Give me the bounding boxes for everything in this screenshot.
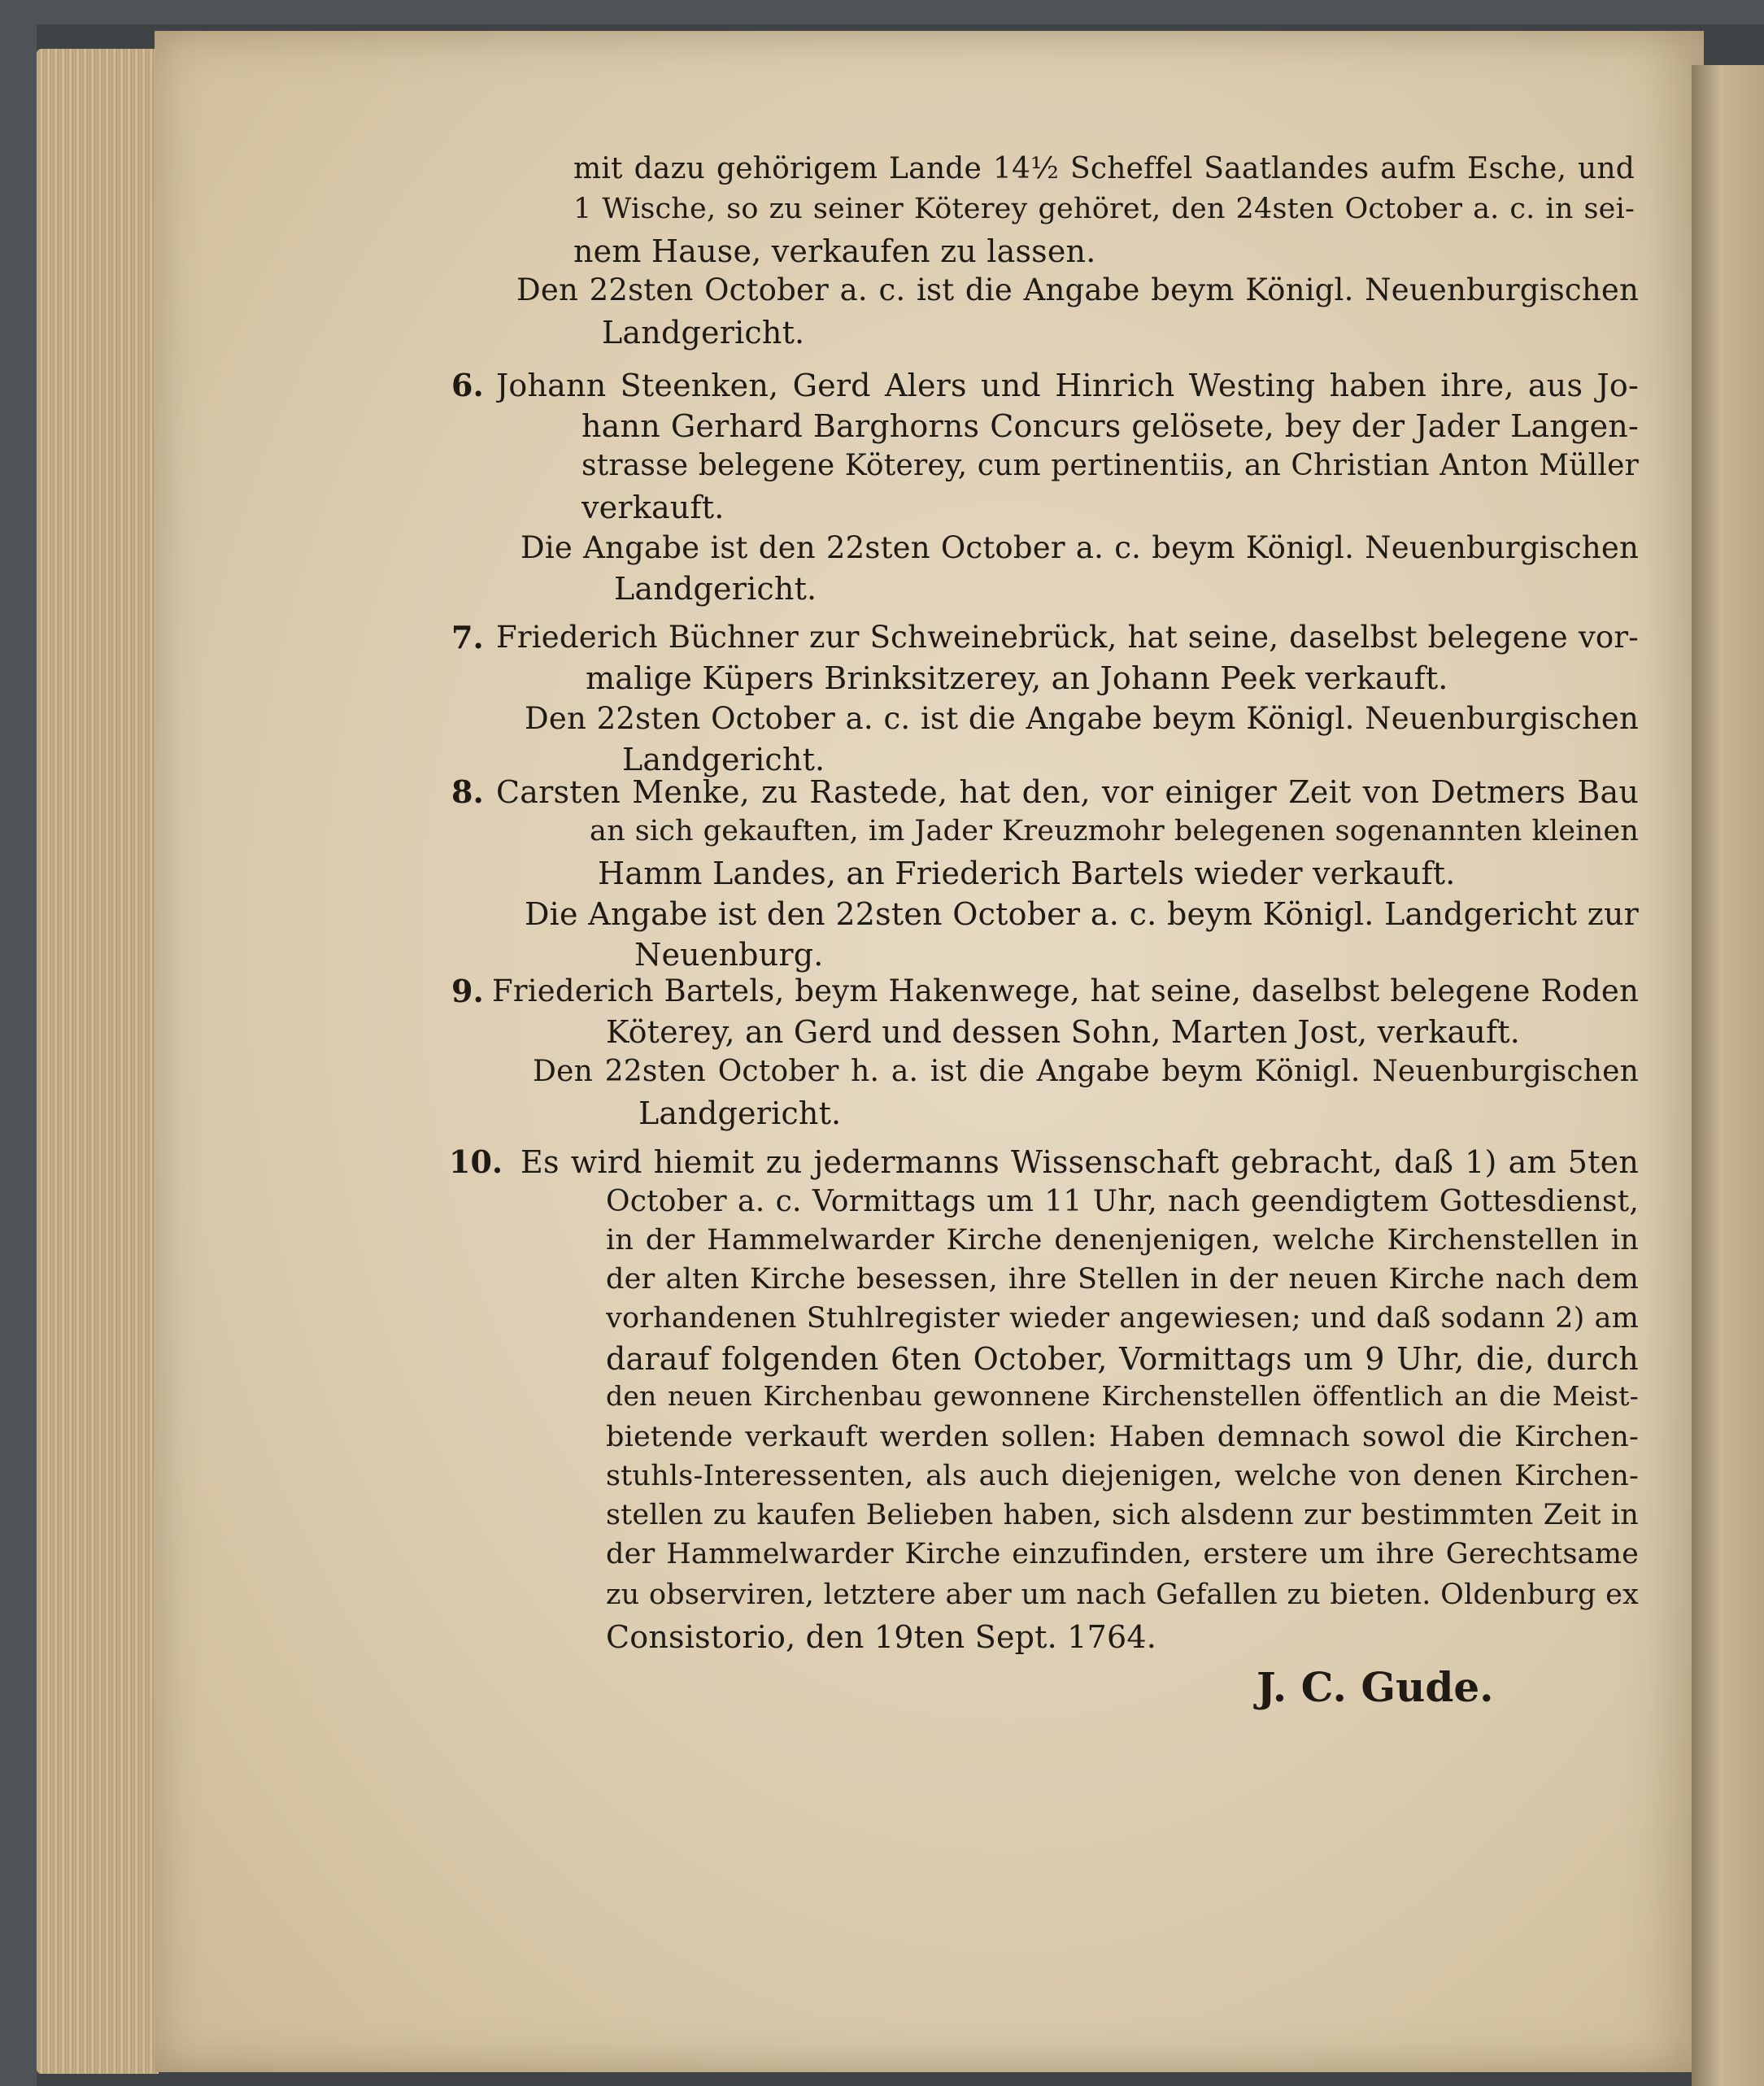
text-line: Den 22sten October a. c. ist die Angabe beym Königl. Neuenburgischen [516, 275, 1639, 307]
text-line: hann Gerhard Barghorns Concurs gelösete, bey der Jader Langen- [581, 411, 1639, 444]
text-line: Johann Steenken, Gerd Alers und Hinrich Westing haben ihre, aus Jo- [496, 370, 1639, 403]
text-line: zu observiren, letztere aber um nach Gefallen zu bieten. Oldenburg ex [606, 1581, 1639, 1611]
item-number-6: 6. [451, 367, 484, 403]
text-line: Hamm Landes, an Friederich Bartels wieder verkauft. [598, 856, 1456, 891]
text-line: Den 22sten October a. c. ist die Angabe beym Königl. Neuenburgischen [525, 703, 1639, 736]
text-line: Friederich Bartels, beym Hakenwege, hat seine, daselbst belegene Roden [492, 976, 1639, 1008]
text-line: Die Angabe ist den 22sten October a. c. beym Königl. Neuenburgischen [520, 533, 1639, 565]
text-line: der alten Kirche besessen, ihre Stellen in der neuen Kirche nach dem [606, 1265, 1639, 1296]
text-line: den neuen Kirchenbau gewonnene Kirchenstellen öffentlich an die Meist- [606, 1383, 1639, 1412]
text-line: nem Hause, verkaufen zu lassen. [573, 233, 1096, 269]
text-line: Es wird hiemit zu jedermanns Wissenschaft gebracht, daß 1) am 5ten [520, 1147, 1639, 1180]
text-line: vorhandenen Stuhlregister wieder angewiesen; und daß sodann 2) am [606, 1304, 1639, 1335]
text-line: stellen zu kaufen Belieben haben, sich alsdenn zur bestimmten Zeit in [606, 1501, 1639, 1531]
text-line: an sich gekauften, im Jader Kreuzmohr belegenen sogenannten kleinen [590, 817, 1639, 847]
text-line: Friederich Büchner zur Schweinebrück, hat seine, daselbst belegene vor- [496, 622, 1639, 655]
signature: J. C. Gude. [1257, 1663, 1494, 1711]
text-line: Landgericht. [602, 315, 805, 351]
text-line: Den 22sten October h. a. ist die Angabe beym Königl. Neuenburgischen [533, 1057, 1639, 1088]
item-number-8: 8. [451, 773, 484, 810]
text-line: der Hammelwarder Kirche einzufinden, erstere um ihre Gerechtsame [606, 1540, 1639, 1570]
text-line: darauf folgenden 6ten October, Vormittags um 9 Uhr, die, durch [606, 1343, 1639, 1377]
item-number-9: 9. [451, 973, 484, 1009]
text-line: Landgericht. [614, 571, 817, 607]
text-line: Landgericht. [638, 1095, 842, 1131]
text-line: verkauft. [581, 490, 725, 525]
text-line: October a. c. Vormittags um 11 Uhr, nach geendigtem Gottesdienst, [606, 1187, 1639, 1218]
text-line: Carsten Menke, zu Rastede, hat den, vor einiger Zeit von Detmers Bau [496, 777, 1639, 810]
text-line: stuhls-Interessenten, als auch diejenigen, welche von denen Kirchen- [606, 1462, 1639, 1492]
item-number-7: 7. [451, 619, 484, 655]
text-line: in der Hammelwarder Kirche denenjenigen, welche Kirchenstellen in [606, 1226, 1639, 1256]
text-line: Köterey, an Gerd und dessen Sohn, Marten Jost, verkauft. [606, 1014, 1521, 1050]
text-line: Neuenburg. [634, 937, 824, 973]
text-line: strasse belegene Köterey, cum pertinentiis, an Christian Anton Müller [581, 451, 1639, 482]
text-line: mit dazu gehörigem Lande 14½ Scheffel Saatlandes aufm Esche, und [573, 155, 1635, 185]
item-number-10: 10. [449, 1143, 503, 1180]
text-line: Landgericht. [622, 742, 825, 777]
text-line: Die Angabe ist den 22sten October a. c. beym Königl. Landgericht zur [525, 899, 1639, 932]
text-line: 1 Wische, so zu seiner Köterey gehöret, den 24sten October a. c. in sei- [573, 195, 1635, 225]
text-line: malige Küpers Brinksitzerey, an Johann Peek verkauft. [586, 660, 1448, 696]
text-line: Consistorio, den 19ten Sept. 1764. [606, 1619, 1156, 1655]
text-line: bietende verkauft werden sollen: Haben demnach sowol die Kirchen- [606, 1423, 1639, 1453]
